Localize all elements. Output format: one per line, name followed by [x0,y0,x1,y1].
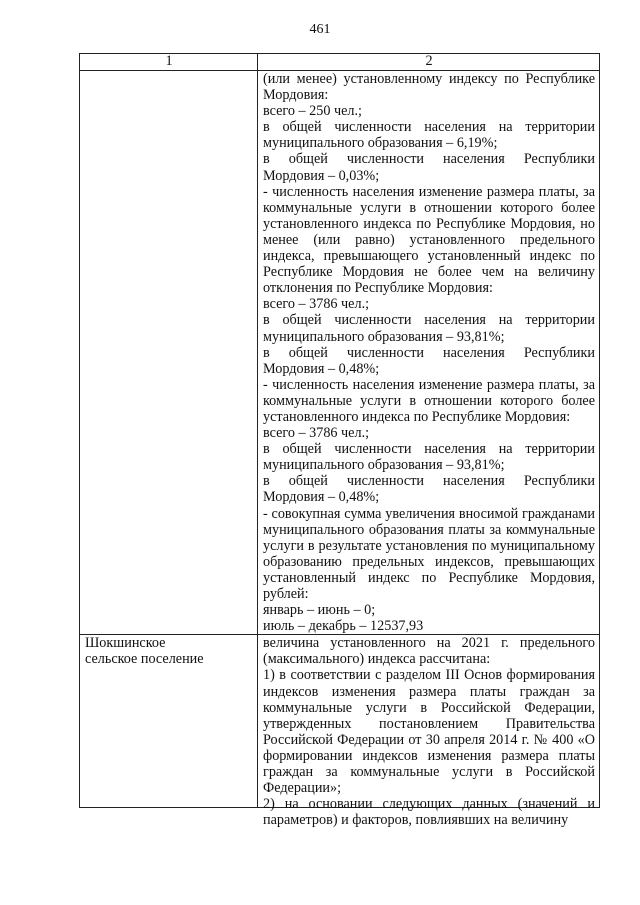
paragraph: январь – июнь – 0; [263,602,376,619]
page-number: 461 [309,22,331,37]
paragraph: в общей численности населения Республики Мордовия – 0,48%; [263,473,595,506]
paragraph: в общей численности населения на территории муниципального образования – 93,81%; [263,441,595,474]
paragraph: 1) в соответствии с разделом III Основ формирования индексов изменения размера платы граждан за коммунальные услуги в Российской Федерации, утвержденных постановлением Правительства Российской Федерации от 30 апреля 2014 г. № 400 «О формировании индексов изменения размера платы граждан за коммунальные услуги в Российской Федерации»; [263,667,595,797]
paragraph: - численность населения изменение размера платы, за коммунальные услуги в отношении которого более установленного индекса по Республике Мордовия: [263,376,595,425]
paragraph: в общей численности населения на территории муниципального образования – 6,19%; [263,119,595,152]
table-row [80,635,600,808]
data-table [79,53,600,829]
paragraph: июль – декабрь – 12537,93 [263,618,424,635]
paragraph: всего – 3786 чел.; [263,296,370,313]
description-text [263,635,595,829]
table-row [80,71,600,635]
column-header-2: 2 [258,54,600,71]
paragraph: в общей численности населения Республики Мордовия – 0,48%; [263,344,595,377]
table-header-row [80,54,600,71]
description-cell [258,71,600,635]
paragraph: в общей численности населения на территории муниципального образования – 93,81%; [263,312,595,345]
paragraph: 2) на основании следующих данных (значений и параметров) и факторов, повлиявших на величину [263,796,595,829]
municipality-name-cell [80,635,258,808]
paragraph: в общей численности населения Республики Мордовия – 0,03%; [263,151,595,184]
paragraph: всего – 250 чел.; [263,103,362,120]
description-text [263,71,595,634]
paragraph: всего – 3786 чел.; [263,425,370,442]
column-header-1: 1 [80,54,258,71]
municipality-name: Шокшинское сельское поселение [85,635,204,668]
municipality-name-cell [80,71,258,635]
paragraph: - численность населения изменение размера платы, за коммунальные услуги в отношении которого более установленного индекса по Республике Мордовия, но менее (или равно) установленного предельного индекса, превышающего установленный индекс по Республике Мордовия не более чем на величину отклонения по Республике Мордовия: [263,183,595,297]
paragraph: (или менее) установленному индексу по Республике Мордовия: [263,71,595,104]
paragraph: величина установленного на 2021 г. предельного (максимального) индекса рассчитана: [263,635,595,668]
description-cell [258,635,600,829]
paragraph: - совокупная сумма увеличения вносимой гражданами муниципального образования платы за коммунальные услуги в результате установления по муниципальному образованию предельных индексов, превышающих установленный индекс по Республике Мордовия, рублей: [263,505,595,602]
